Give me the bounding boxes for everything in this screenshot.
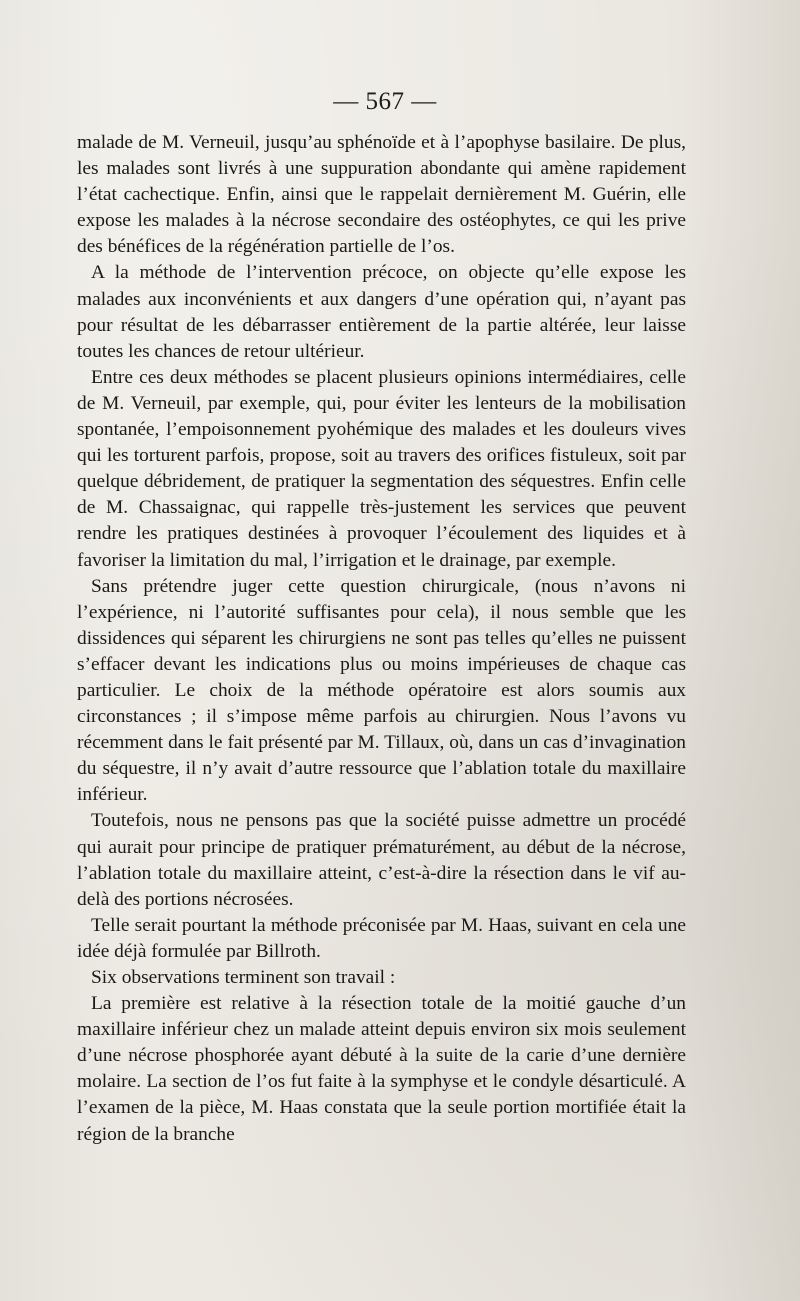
page-number: — 567 — <box>333 88 437 115</box>
paragraph: Sans prétendre juger cette question chirurgicale, (nous n’avons ni l’expérience, ni l’autorité suffisantes pour cela), il nous semble que les dissidences qui séparent les chirurgiens ne sont pas telles qu’elles ne puissent s’effacer devant les indications plus ou moins impérieuses de chaque cas particulier. Le choix de la méthode opératoire est alors soumis aux circonstances ; il s’impose même parfois au chirurgien. Nous l’avons vu récemment dans le fait présenté par M. Tillaux, où, dans un cas d’invagination du séquestre, il n’y avait d’autre ressource que l’ablation totale du maxillaire inférieur. <box>77 575 686 806</box>
paragraph: Entre ces deux méthodes se placent plusieurs opinions intermédiaires, celle de M. Verneuil, par exemple, qui, pour éviter les lenteurs de la mobilisation spontanée, l’empoisonnement pyohémique des malades et les douleurs vives qui les torturent parfois, propose, soit au travers des orifices fistuleux, soit par quelque débridement, de pratiquer la segmentation des séquestres. Enfin celle de M. Chassaignac, qui rappelle très-justement les services que peuvent rendre les pratiques destinées à provoquer l’écoulement des liquides et à favoriser la limitation du mal, l’irrigation et le drainage, par exemple. <box>77 366 686 571</box>
body-text <box>77 130 686 1148</box>
paragraph: A la méthode de l’intervention précoce, on objecte qu’elle expose les malades aux inconvénients et aux dangers d’une opération qui, n’ayant pas pour résultat de les débarrasser entièrement de la partie altérée, leur laisse toutes les chances de retour ultérieur. <box>77 262 686 362</box>
paragraph: La première est relative à la résection totale de la moitié gauche d’un maxillaire inférieur chez un malade atteint depuis environ six mois seulement d’une nécrose phosphorée ayant débuté à la suite de la carie d’une dernière molaire. La section de l’os fut faite à la symphyse et le condyle désarticulé. A l’examen de la pièce, M. Haas constata que la seule portion mortifiée était la région de la branche <box>77 993 686 1145</box>
paragraph-continued: malade de M. Verneuil, jusqu’au sphénoïde et à l’apophyse basilaire. De plus, les malades sont livrés à une suppuration abondante qui amène rapidement l’état cachectique. Enfin, ainsi que le rappelait dernièrement M. Guérin, elle expose les malades à la nécrose secondaire des ostéophytes, ce qui les prive des bénéfices de la régénération partielle de l’os. <box>77 132 686 258</box>
paragraph: Telle serait pourtant la méthode préconisée par M. Haas, suivant en cela une idée déjà formulée par Billroth. <box>77 914 686 962</box>
paragraph: Six observations terminent son travail : <box>91 967 396 988</box>
paragraph: Toutefois, nous ne pensons pas que la société puisse admettre un procédé qui aurait pour principe de pratiquer prématurément, au début de la nécrose, l’ablation totale du maxillaire atteint, c’est-à-dire la résection dans le vif au-delà des portions nécrosées. <box>77 810 686 910</box>
